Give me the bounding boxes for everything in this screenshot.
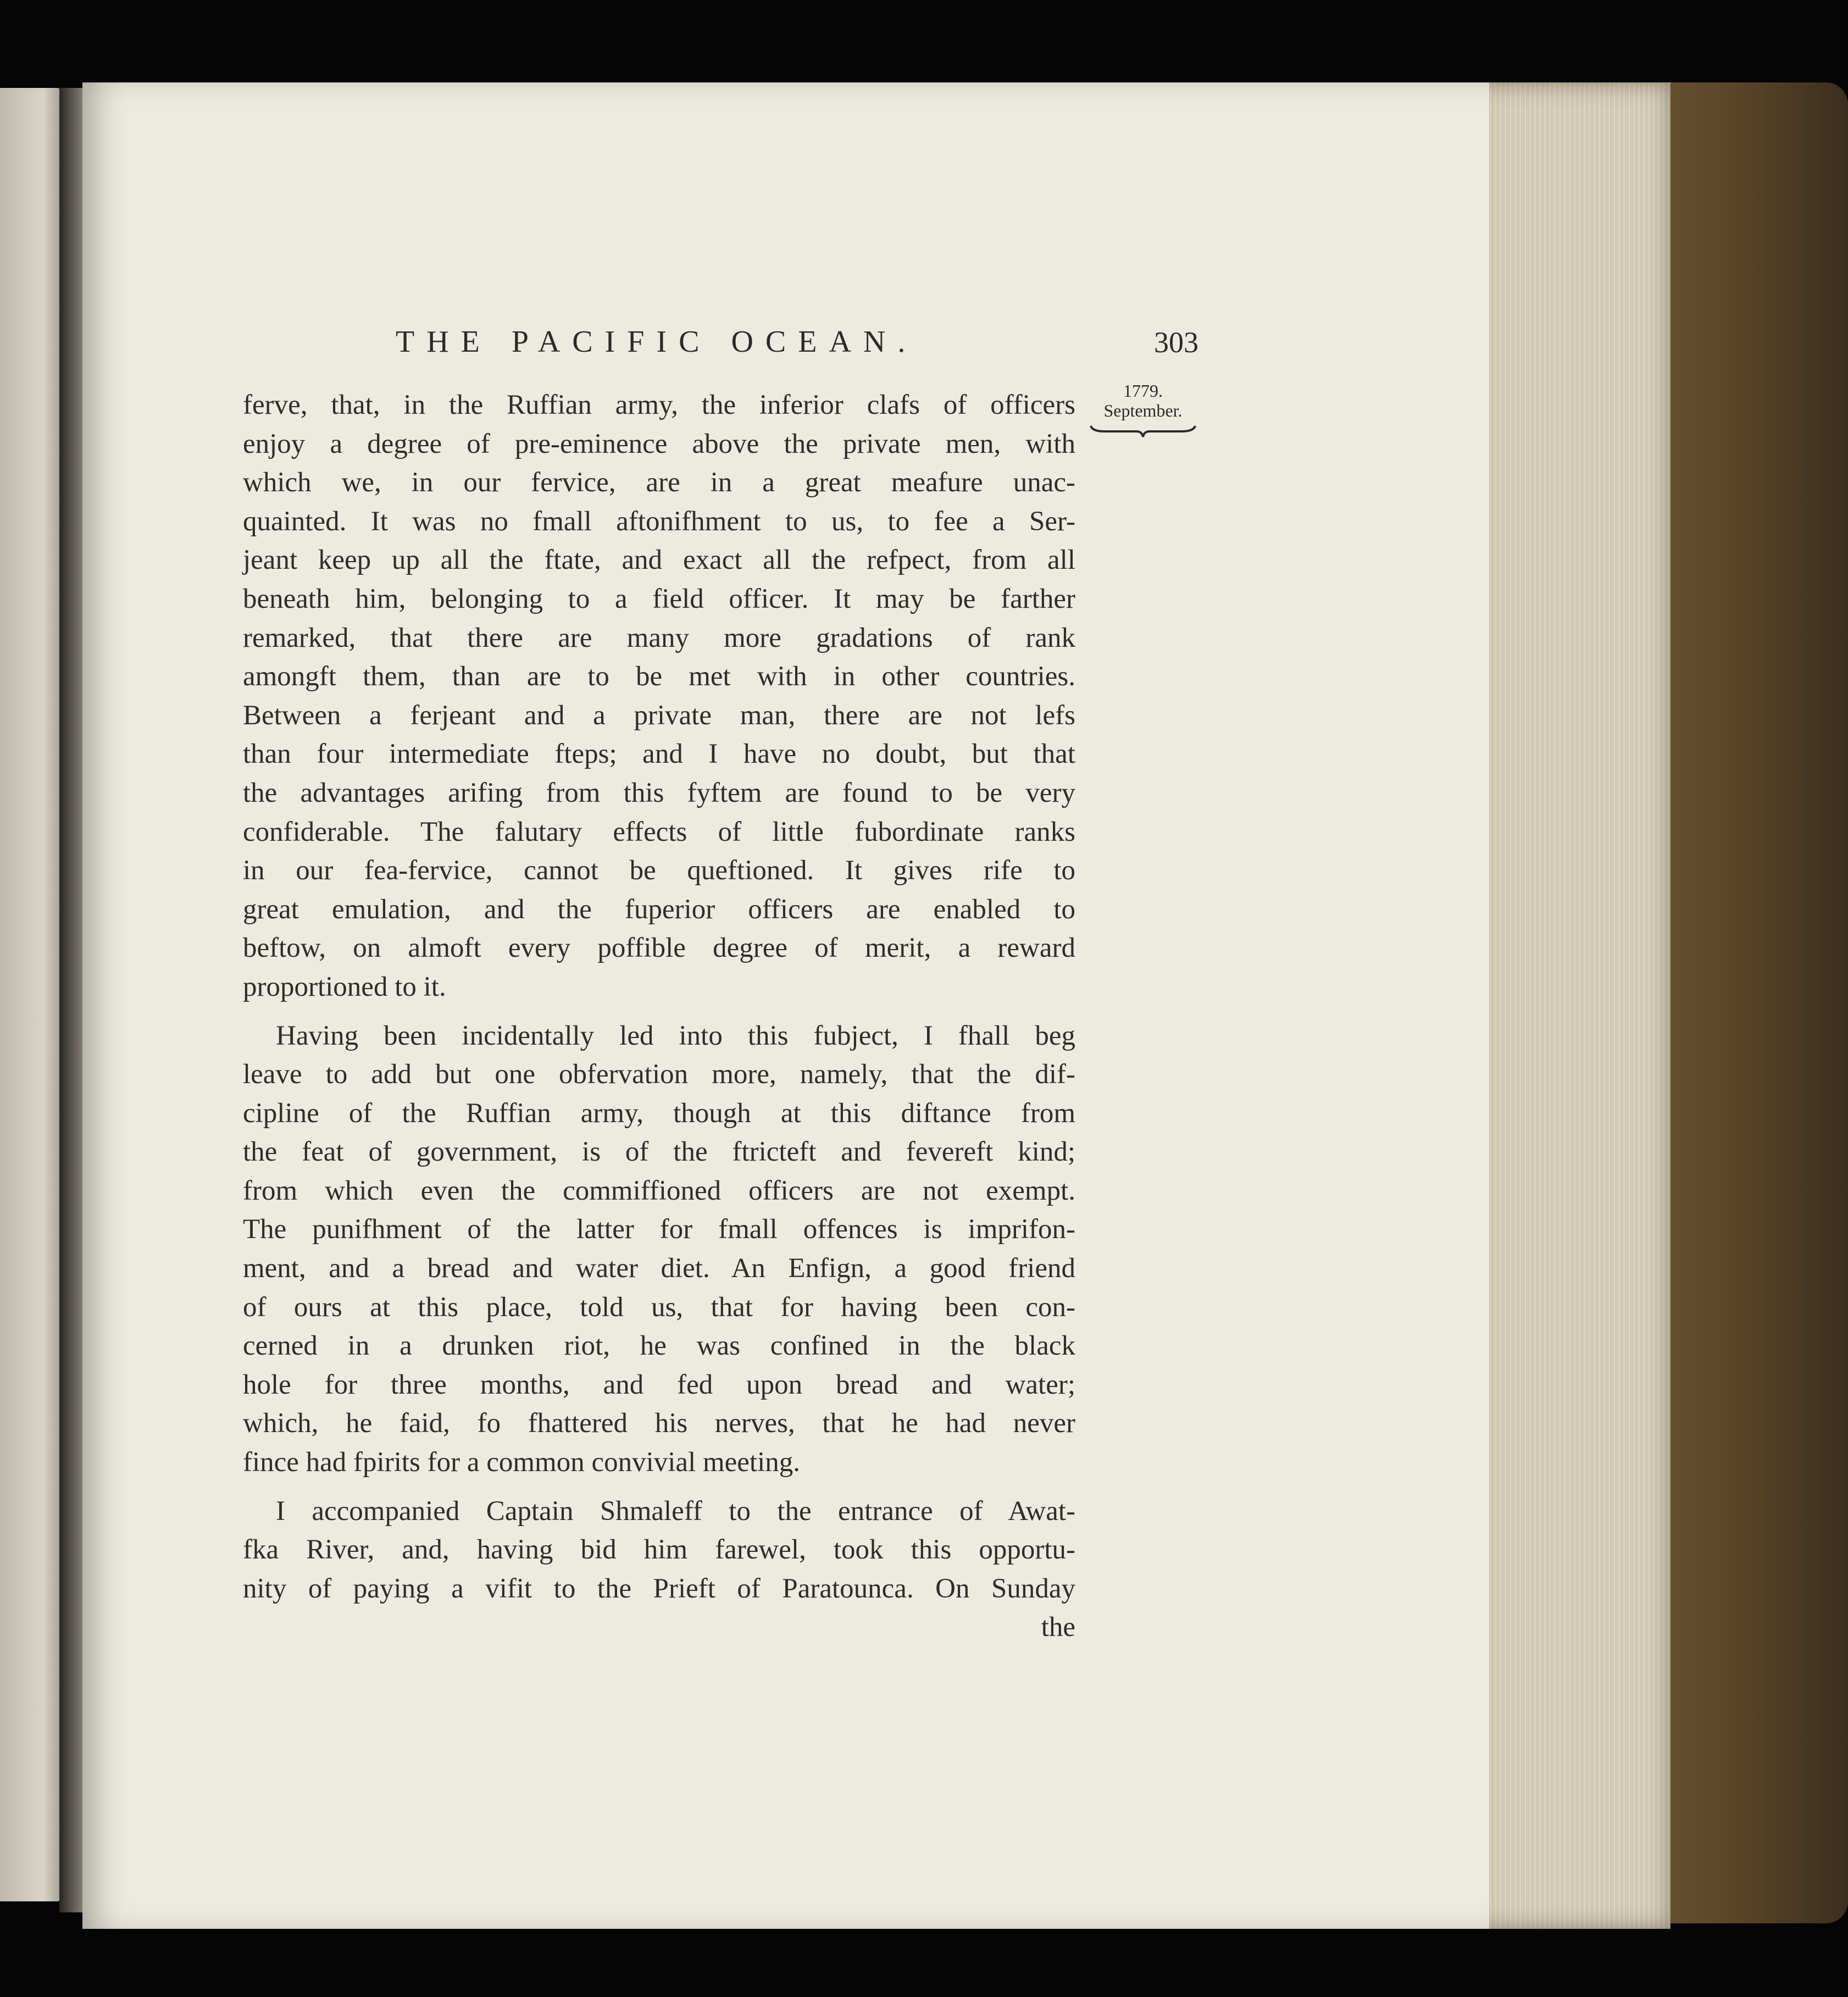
text-line: hole for three months, and fed upon bread and water; (243, 1369, 1075, 1400)
paragraph-3 (243, 1492, 1075, 1647)
paragraph-2 (243, 1017, 1075, 1482)
text-line: fka River, and, having bid him farewel, took this opportu- (243, 1534, 1075, 1566)
text-line: beneath him, belonging to a field officer. It may be farther (243, 583, 1075, 614)
margin-date-note (1091, 381, 1195, 439)
body-text (243, 386, 1075, 1647)
text-line: of ours at this place, told us, that for having been con- (243, 1291, 1075, 1323)
facing-page-edge (0, 88, 62, 1901)
text-line: which, he faid, fo fhattered his nerves, that he had never (243, 1408, 1075, 1439)
text-line: cipline of the Ruffian army, though at this diftance from (243, 1097, 1075, 1129)
text-line: cerned in a drunken riot, he was confined in the black (243, 1330, 1075, 1362)
text-line: in our fea-fervice, cannot be queftioned. It gives rife to (243, 855, 1075, 886)
text-line: enjoy a degree of pre-eminence above the private men, with (243, 428, 1075, 459)
text-line: great emulation, and the fuperior officers are enabled to (243, 894, 1075, 925)
catchword: the (1041, 1612, 1075, 1643)
brace-icon (1088, 423, 1198, 439)
text-line: proportioned to it. (243, 971, 446, 1002)
margin-year: 1779. (1123, 381, 1163, 401)
text-line: remarked, that there are many more gradations of rank (243, 622, 1075, 653)
text-line: Having been incidentally led into this fubject, I fhall beg (276, 1020, 1075, 1051)
page-number: 303 (1154, 326, 1198, 359)
text-line: from which even the commiffioned officers are not exempt. (243, 1175, 1075, 1206)
text-line: quainted. It was no fmall aftonifhment to us, to fee a Ser- (243, 506, 1075, 537)
text-line: the advantages arifing from this fyftem are found to be very (243, 777, 1075, 808)
text-line: which we, in our fervice, are in a great meafure unac- (243, 467, 1075, 498)
text-line: ment, and a bread and water diet. An Enfign, a good friend (243, 1253, 1075, 1284)
text-line: fince had fpirits for a common convivial meeting. (243, 1447, 801, 1478)
text-line: confiderable. The falutary effects of little fubordinate ranks (243, 816, 1075, 847)
text-line: nity of paying a vifit to the Prieft of Paratounca. On Sunday (243, 1573, 1075, 1604)
text-line: than four intermediate fteps; and I have no doubt, but that (243, 739, 1075, 770)
paragraph-1 (243, 386, 1075, 1007)
text-line: the feat of government, is of the ftricteft and fevereft kind; (243, 1136, 1075, 1168)
running-title: THE PACIFIC OCEAN. (396, 325, 918, 359)
text-line: Between a ferjeant and a private man, there are not lefs (243, 700, 1075, 731)
text-line: amongft them, than are to be met with in other countries. (243, 661, 1075, 692)
margin-month: September. (1103, 401, 1183, 420)
text-line: ferve, that, in the Ruffian army, the inferior clafs of officers (243, 390, 1075, 420)
text-line: The punifhment of the latter for fmall offences is imprifon- (243, 1214, 1075, 1245)
text-line: I accompanied Captain Shmaleff to the entrance of Awat- (276, 1495, 1075, 1527)
text-line: jeant keep up all the ftate, and exact all the refpect, from all (243, 545, 1075, 576)
text-line: beftow, on almoft every poffible degree of merit, a reward (243, 933, 1075, 964)
page-edges (1473, 82, 1671, 1929)
text-line: leave to add but one obfervation more, namely, that the dif- (243, 1059, 1075, 1090)
